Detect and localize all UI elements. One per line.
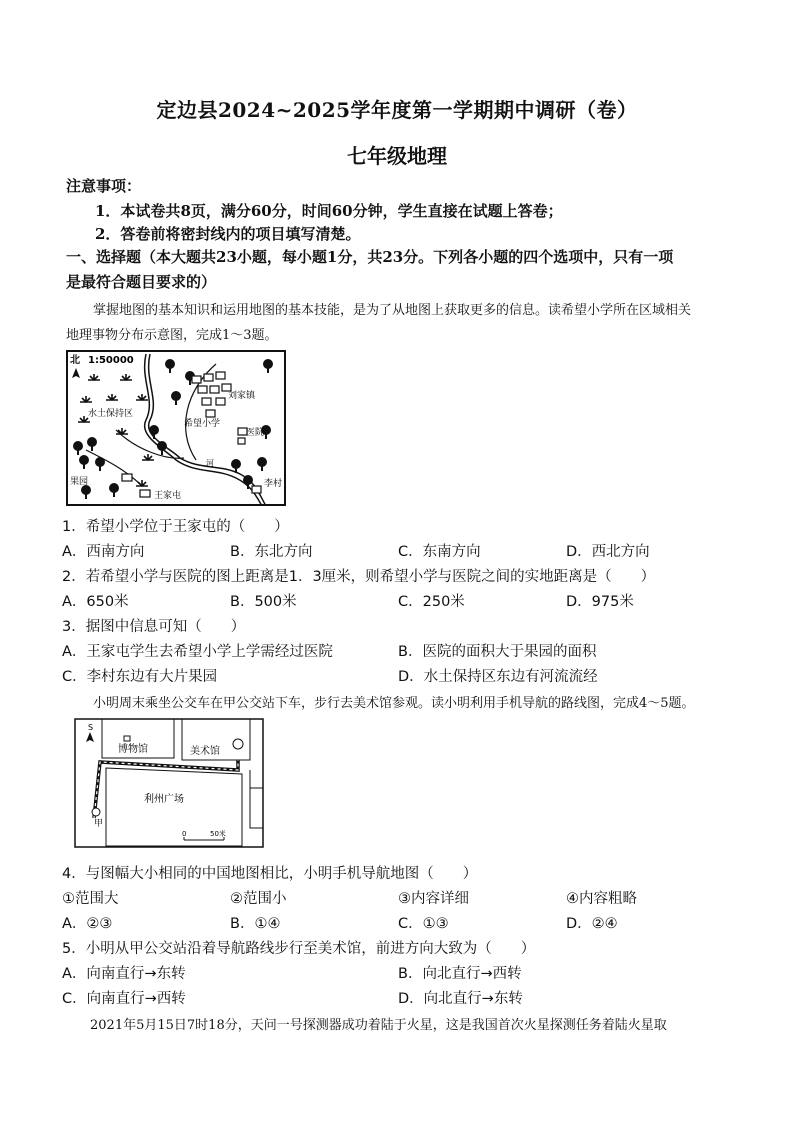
map1-label-school: 希望小学 xyxy=(184,419,221,429)
notes-heading: 注意事项： xyxy=(66,177,142,195)
map2-label-gallery: 美术馆 xyxy=(190,746,220,757)
map1-north-label: 北 xyxy=(70,355,80,366)
map2-north-label: S xyxy=(88,723,94,732)
q1-stem: 1．希望小学位于王家屯的（ ） xyxy=(62,519,289,535)
bus-stop-icon xyxy=(92,808,100,816)
map1-label-liujia: 刘家镇 xyxy=(228,391,256,401)
map1-label-river: 河 xyxy=(206,459,214,468)
q4-item-2: ②范围小 xyxy=(230,891,287,907)
q4-option-d[interactable]: D．②④ xyxy=(566,916,618,932)
intro1-line2: 地理事物分布示意图，完成1～3题。 xyxy=(66,328,278,343)
q2-option-d[interactable]: D．975米 xyxy=(566,594,634,610)
q3-option-a[interactable]: A．王家屯学生去希望小学上学需经过医院 xyxy=(62,644,333,660)
note-item-1: 1．本试卷共8页，满分60分，时间60分钟，学生直接在试题上答卷； xyxy=(95,202,563,220)
q2-option-a[interactable]: A．650米 xyxy=(62,594,129,610)
map1-label-hospital: 医院 xyxy=(246,428,265,438)
q4-option-b[interactable]: B．①④ xyxy=(230,916,281,932)
q5-option-d[interactable]: D．向北直行→东转 xyxy=(398,991,523,1007)
q1-option-a[interactable]: A．西南方向 xyxy=(62,544,145,560)
section1-heading-line1: 一、选择题（本大题共23小题，每小题1分，共23分。下列各小题的四个选项中，只有一项 xyxy=(66,248,674,266)
q2-stem: 2．若希望小学与医院的图上距离是1．3厘米，则希望小学与医院之间的实地距离是（ ） xyxy=(62,569,656,585)
section1-heading-line2: 是最符合题目要求的） xyxy=(66,273,217,291)
q4-option-c[interactable]: C．①③ xyxy=(398,916,449,932)
q5-stem: 5．小明从甲公交站沿着导航路线步行至美术馆，前进方向大致为（ ） xyxy=(62,941,536,957)
map1-label-licun: 李村 xyxy=(264,479,283,489)
q4-item-1: ①范围大 xyxy=(62,891,119,907)
page-title: 定边县2024~2025学年度第一学期期中调研（卷） xyxy=(156,98,638,122)
museum-marker-icon xyxy=(124,736,130,741)
q5-option-b[interactable]: B．向北直行→西转 xyxy=(398,966,522,982)
map1-label-conservation: 水土保持区 xyxy=(88,409,134,419)
map1-label-wangjiatun: 王家屯 xyxy=(154,491,182,501)
hope-school-map xyxy=(66,350,286,506)
q5-option-a[interactable]: A．向南直行→东转 xyxy=(62,966,186,982)
q4-option-a[interactable]: A．②③ xyxy=(62,916,113,932)
map2-label-museum: 博物馆 xyxy=(118,744,148,755)
note-item-2: 2．答卷前将密封线内的项目填写清楚。 xyxy=(95,225,361,243)
map1-label-orchard: 果园 xyxy=(70,477,89,487)
page-subtitle: 七年级地理 xyxy=(347,144,447,168)
map2-label-plaza: 利州广场 xyxy=(144,794,184,805)
q1-option-b[interactable]: B．东北方向 xyxy=(230,544,313,560)
q1-option-d[interactable]: D．西北方向 xyxy=(566,544,650,560)
q2-option-c[interactable]: C．250米 xyxy=(398,594,465,610)
q3-option-b[interactable]: B．医院的面积大于果园的面积 xyxy=(398,644,597,660)
navigation-map xyxy=(74,718,264,848)
intro3: 2021年5月15日7时18分，天问一号探测器成功着陆于火星，这是我国首次火星探测任务着陆火星取 xyxy=(90,1018,667,1033)
q5-option-c[interactable]: C．向南直行→西转 xyxy=(62,991,186,1007)
intro2: 小明周末乘坐公交车在甲公交站下车，步行去美术馆参观。读小明利用手机导航的路线图，完成4～5题。 xyxy=(93,696,695,711)
q4-stem: 4．与图幅大小相同的中国地图相比，小明手机导航地图（ ） xyxy=(62,866,478,882)
map2-scale-value: 50米 xyxy=(210,830,226,838)
gallery-marker-icon xyxy=(233,739,243,749)
intro1-line1: 掌握地图的基本知识和运用地图的基本技能，是为了从地图上获取更多的信息。读希望小学所在区域相关 xyxy=(93,303,692,318)
q3-stem: 3．据图中信息可知（ ） xyxy=(62,619,246,635)
q4-item-3: ③内容详细 xyxy=(398,891,469,907)
map1-scale: 1:50000 xyxy=(88,355,134,366)
q1-option-c[interactable]: C．东南方向 xyxy=(398,544,481,560)
q4-item-4: ④内容粗略 xyxy=(566,891,637,907)
map2-label-jia: 甲 xyxy=(94,819,104,829)
q2-option-b[interactable]: B．500米 xyxy=(230,594,297,610)
q3-option-d[interactable]: D．水土保持区东边有河流流经 xyxy=(398,669,598,685)
q3-option-c[interactable]: C．李村东边有大片果园 xyxy=(62,669,218,685)
map2-scale-zero: 0 xyxy=(182,830,187,838)
